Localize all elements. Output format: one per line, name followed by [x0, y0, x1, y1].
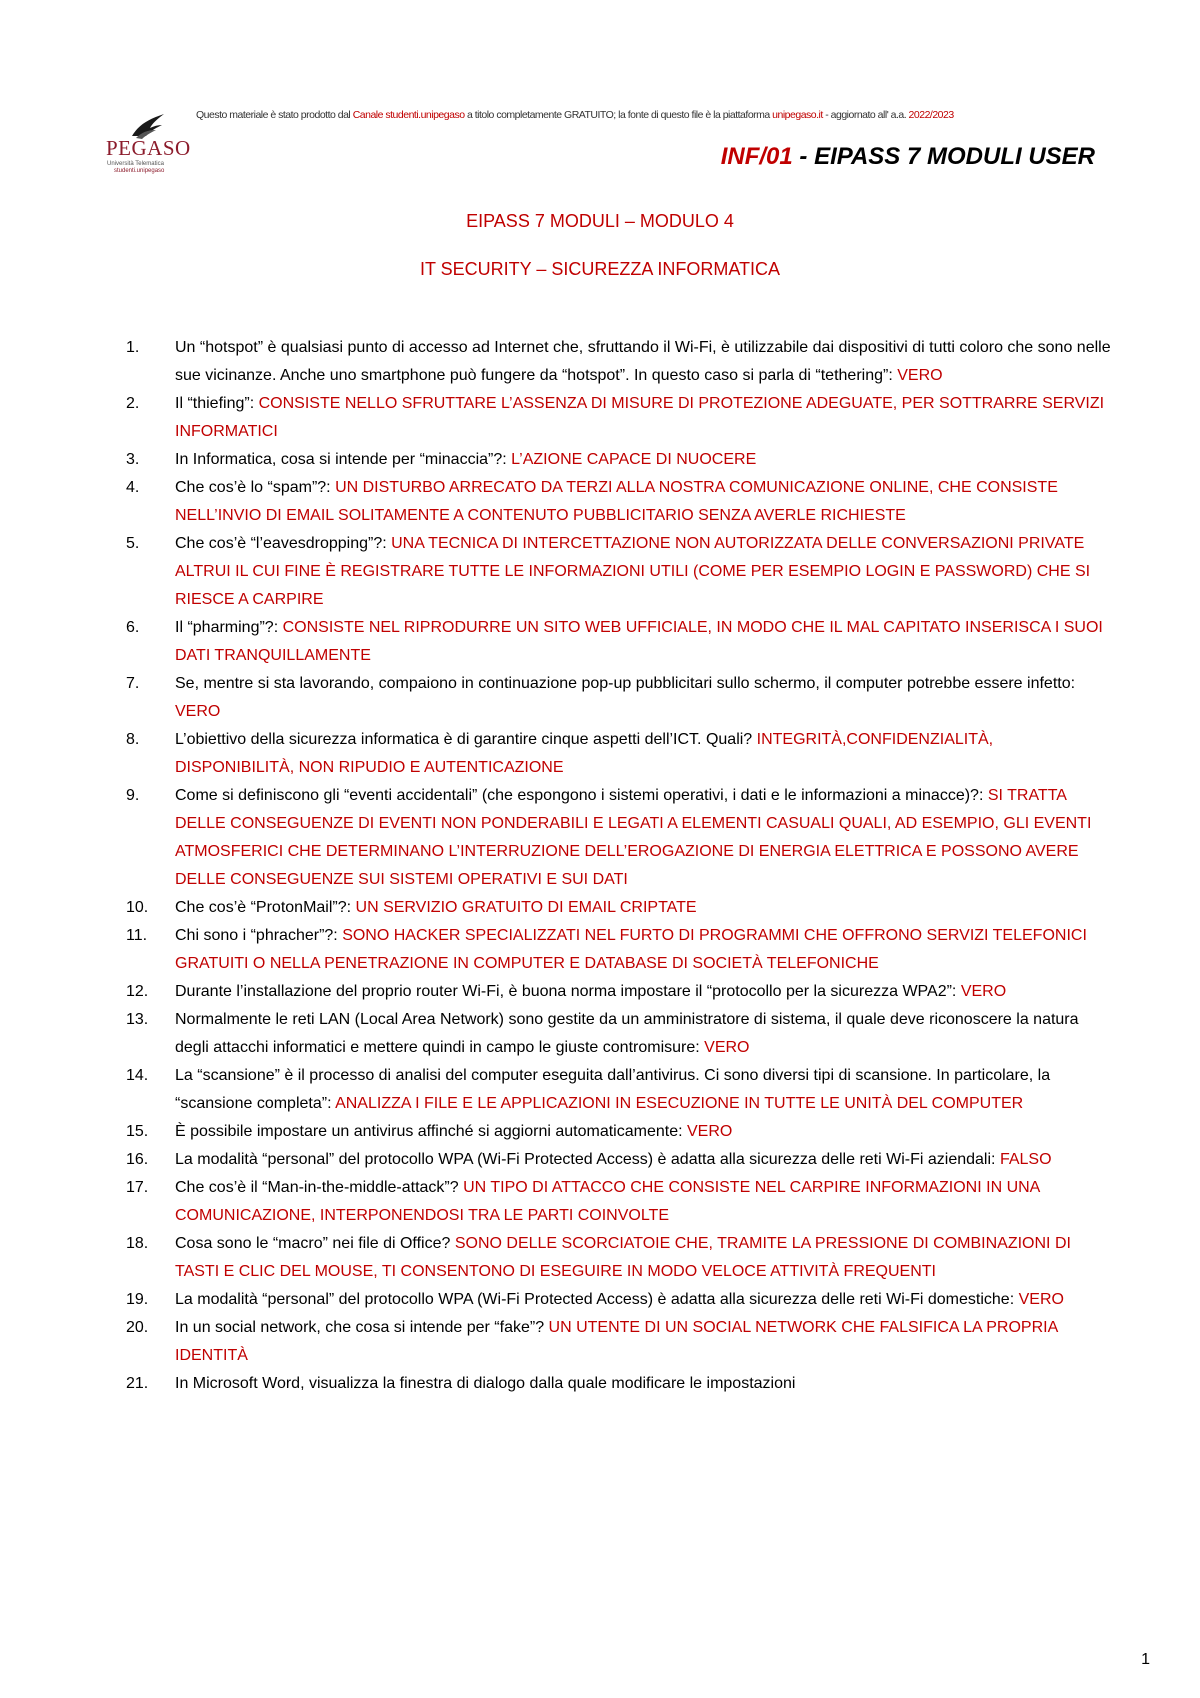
pegaso-logo — [106, 112, 191, 174]
question-number: 1. — [126, 339, 140, 356]
question-text: Come si definiscono gli “eventi accidentali” (che espongono i sistemi operativi, i dati e le informazioni a minacce)?: — [175, 787, 988, 804]
question-text: In Informatica, cosa si intende per “minaccia”?: — [175, 451, 512, 468]
question-text: In Microsoft Word, visualizza la finestra di dialogo dalla quale modificare le impostazioni — [175, 1375, 796, 1392]
disclaimer-text-3: - aggiornato all' a.a. — [822, 109, 909, 121]
question-number: 11. — [126, 927, 148, 944]
question-number: 5. — [126, 535, 140, 552]
question-number: 2. — [126, 395, 140, 412]
question-text: La modalità “personal” del protocollo WPA (Wi-Fi Protected Access) è adatta alla sicurezza delle reti Wi-Fi domestiche: — [175, 1291, 1019, 1308]
question-item — [0, 446, 1116, 474]
question-text: La modalità “personal” del protocollo WPA (Wi-Fi Protected Access) è adatta alla sicurezza delle reti Wi-Fi aziendali: — [175, 1151, 1000, 1168]
question-answer: UN DISTURBO ARRECATO DA TERZI ALLA NOSTRA COMUNICAZIONE ONLINE, CHE CONSISTE NELL’INVIO DI EMAIL SOLITAMENTE A CONTENUTO PUBBLICITARIO SENZA AVERLE RICHIESTE — [175, 479, 1058, 524]
question-number: 9. — [126, 787, 140, 804]
question-item — [0, 1314, 1116, 1370]
question-answer: UN SERVIZIO GRATUITO DI EMAIL CRIPTATE — [355, 899, 697, 916]
question-number: 8. — [126, 731, 140, 748]
question-text: È possibile impostare un antivirus affinché si aggiorni automaticamente: — [175, 1123, 687, 1140]
question-answer: INTEGRITÀ,CONFIDENZIALITÀ, DISPONIBILITÀ, NON RIPUDIO E AUTENTICAZIONE — [175, 731, 994, 776]
question-number: 4. — [126, 479, 140, 496]
document-subtitle: IT SECURITY – SICUREZZA INFORMATICA — [419, 259, 781, 279]
disclaimer-text-2: a titolo completamente GRATUITO; la fonte di questo file è la piattaforma — [464, 109, 773, 121]
question-item — [0, 334, 1116, 390]
question-item — [0, 894, 1116, 922]
question-item — [0, 922, 1116, 978]
course-name: EIPASS 7 MODULI USER — [814, 143, 1095, 170]
question-item — [0, 978, 1116, 1006]
question-item — [0, 390, 1116, 446]
question-answer: VERO — [1018, 1291, 1064, 1308]
question-text: Durante l’installazione del proprio router Wi-Fi, è buona norma impostare il “protocollo per la sicurezza WPA2”: — [175, 983, 961, 1000]
question-text: L’obiettivo della sicurezza informatica è di garantire cinque aspetti dell’ICT. Quali? — [175, 731, 757, 748]
question-item — [0, 782, 1116, 894]
question-text: Chi sono i “phracher”?: — [175, 927, 343, 944]
question-number: 10. — [126, 899, 149, 916]
question-answer: UN TIPO DI ATTACCO CHE CONSISTE NEL CARPIRE INFORMAZIONI IN UNA COMUNICAZIONE, INTERPONENDOSI TRA LE PARTI COINVOLTE — [175, 1179, 1040, 1224]
question-answer: VERO — [704, 1039, 750, 1056]
question-item — [0, 670, 1116, 726]
question-item — [0, 1230, 1116, 1286]
question-text: Che cos’è il “Man-in-the-middle-attack”? — [175, 1179, 464, 1196]
question-text: Un “hotspot” è qualsiasi punto di accesso ad Internet che, sfruttando il Wi-Fi, è utilizzabile dai dispositivi di tutti coloro che sono nelle sue vicinanze. Anche uno smartphone può fungere da “hotspot”. In questo caso si parla di “tethering”: — [175, 339, 1111, 384]
question-answer: SI TRATTA DELLE CONSEGUENZE DI EVENTI NON PONDERABILI E LEGATI A ELEMENTI CASUALI QUALI, AD ESEMPIO, GLI EVENTI ATMOSFERICI CHE DETERMINANO L’INTERRUZIONE DELL’EROGAZIONE DI ENERGIA ELETTRICA E POSSONO AVERE DELLE CONSEGUENZE SUI SISTEMI OPERATIVI E SUI DATI — [175, 787, 1092, 888]
question-number: 3. — [126, 451, 140, 468]
question-item — [0, 474, 1116, 530]
question-answer: SONO HACKER SPECIALIZZATI NEL FURTO DI PROGRAMMI CHE OFFRONO SERVIZI TELEFONICI GRATUITI O NELLA PENETRAZIONE IN COMPUTER E DATABASE DI SOCIETÀ TELEFONICHE — [175, 927, 1087, 972]
question-text: Che cos’è “l’eavesdropping”?: — [175, 535, 392, 552]
question-text: Normalmente le reti LAN (Local Area Network) sono gestite da un amministratore di sistema, il quale deve riconoscere la natura degli attacchi informatici e mettere quindi in campo le giuste contromisure: — [175, 1011, 1079, 1056]
question-item — [0, 1006, 1116, 1062]
question-item — [0, 530, 1116, 614]
question-answer: ANALIZZA I FILE E LE APPLICAZIONI IN ESECUZIONE IN TUTTE LE UNITÀ DEL COMPUTER — [335, 1095, 1024, 1112]
document-title: EIPASS 7 MODULI – MODULO 4 — [466, 211, 734, 231]
question-item — [0, 614, 1116, 670]
question-number: 7. — [126, 675, 140, 692]
logo-subtitle-site: studenti.unipegaso — [114, 168, 165, 174]
question-item — [0, 1146, 1116, 1174]
academic-year: 2022/2023 — [908, 109, 954, 121]
question-text: Il “thiefing”: — [175, 395, 259, 412]
question-answer: FALSO — [999, 1151, 1052, 1168]
question-text: In un social network, che cosa si intende per “fake”? — [175, 1319, 549, 1336]
question-number: 6. — [126, 619, 140, 636]
question-answer: VERO — [175, 703, 221, 720]
question-text: La “scansione” è il processo di analisi del computer eseguita dall’antivirus. Ci sono diversi tipi di scansione. In particolare, la “scansione completa”: — [175, 1067, 1051, 1112]
question-list — [0, 334, 1200, 1398]
question-item — [0, 1174, 1116, 1230]
question-number: 16. — [126, 1151, 149, 1168]
question-number: 18. — [126, 1235, 149, 1252]
question-answer: CONSISTE NELLO SFRUTTARE L’ASSENZA DI MISURE DI PROTEZIONE ADEGUATE, PER SOTTRARRE SERVIZI INFORMATICI — [175, 395, 1105, 440]
question-number: 21. — [126, 1375, 149, 1392]
question-text: Il “pharming”?: — [175, 619, 283, 636]
question-answer: UN UTENTE DI UN SOCIAL NETWORK CHE FALSIFICA LA PROPRIA IDENTITÀ — [175, 1319, 1058, 1364]
question-text: Se, mentre si sta lavorando, compaiono in continuazione pop-up pubblicitari sullo schermo, il computer potrebbe essere infetto: — [175, 675, 1076, 692]
question-item — [0, 1118, 1116, 1146]
platform-link[interactable]: unipegaso.it — [772, 109, 823, 121]
question-number: 19. — [126, 1291, 149, 1308]
question-item — [0, 726, 1116, 782]
question-number: 15. — [126, 1123, 149, 1140]
disclaimer-text-1: Questo materiale è stato prodotto dal — [196, 109, 353, 121]
question-answer: L’AZIONE CAPACE DI NUOCERE — [511, 451, 757, 468]
course-title — [721, 143, 1095, 171]
question-answer: VERO — [686, 1123, 733, 1140]
course-code: INF/01 — [720, 143, 793, 170]
question-item — [0, 1062, 1116, 1118]
question-number: 17. — [126, 1179, 149, 1196]
page-number: 1 — [1141, 1651, 1150, 1668]
logo-subtitle: Università Telematica — [107, 161, 164, 167]
course-separator: - — [792, 143, 815, 170]
question-answer: VERO — [897, 367, 943, 384]
question-answer: SONO DELLE SCORCIATOIE CHE, TRAMITE LA PRESSIONE DI COMBINAZIONI DI TASTI E CLIC DEL MOUSE, TI CONSENTONO DI ESEGUIRE IN MODO VELOCE ATTIVITÀ FREQUENTI — [175, 1235, 1071, 1280]
question-answer: UNA TECNICA DI INTERCETTAZIONE NON AUTORIZZATA DELLE CONVERSAZIONI PRIVATE ALTRUI IL CUI FINE È REGISTRARE TUTTE LE INFORMAZIONI UTILI (COME PER ESEMPIO LOGIN E PASSWORD) CHE SI RIESCE A CARPIRE — [175, 535, 1091, 608]
question-text: Cosa sono le “macro” nei file di Office? — [175, 1235, 455, 1252]
question-item — [0, 1286, 1116, 1314]
question-answer: CONSISTE NEL RIPRODURRE UN SITO WEB UFFICIALE, IN MODO CHE IL MAL CAPITATO INSERISCA I SUOI DATI TRANQUILLAMENTE — [175, 619, 1103, 664]
question-text: Che cos’è “ProtonMail”?: — [175, 899, 356, 916]
question-answer: VERO — [960, 983, 1007, 1000]
question-text: Che cos’è lo “spam”?: — [175, 479, 336, 496]
question-number: 14. — [126, 1067, 149, 1084]
logo-name: PEGASO — [106, 136, 191, 160]
question-number: 12. — [126, 983, 149, 1000]
question-number: 13. — [126, 1011, 149, 1028]
question-number: 20. — [126, 1319, 149, 1336]
disclaimer-line — [196, 109, 1096, 121]
question-item — [0, 1370, 1116, 1398]
channel-link[interactable]: Canale studenti.unipegaso — [352, 109, 465, 121]
